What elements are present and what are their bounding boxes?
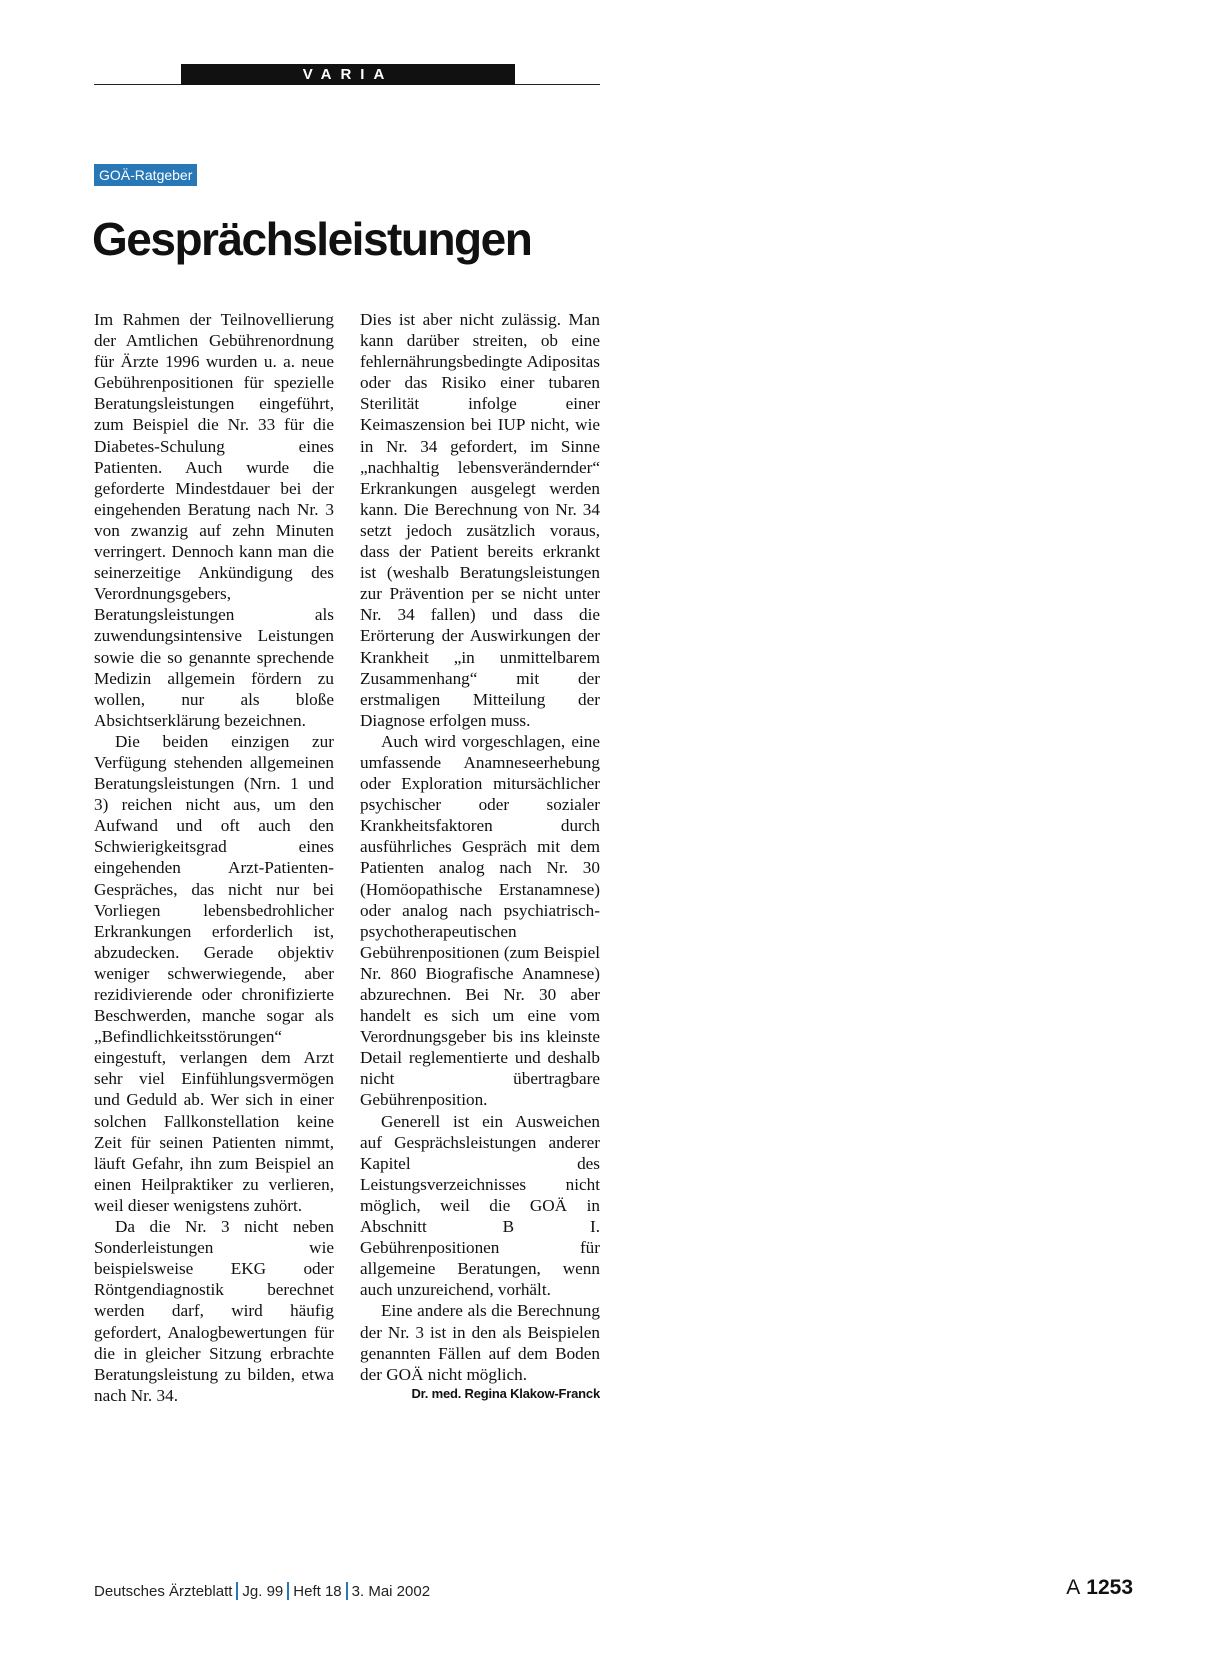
paragraph: Im Rahmen der Teilnovellierung der Amtlichen Gebührenordnung für Ärzte 1996 wurden u. a. neue Gebührenpositionen für spezielle Beratungsleistungen eingeführt, zum Beispiel die Nr. 33 für die Diabetes-Schulung eines Patienten. Auch wurde die geforderte Mindestdauer bei der eingehenden Beratung nach Nr. 3 von zwanzig auf zehn Minuten verringert. Dennoch kann man die seinerzeitige Ankündigung des Verordnungsgebers, Beratungsleistungen als zuwendungsintensive Leistungen sowie die so genannte sprechende Medizin allgemein fördern zu wollen, nur als bloße Absichtserklärung bezeichnen. <box>94 310 334 730</box>
page-prefix: A <box>1066 1576 1081 1599</box>
page-number-value: 1253 <box>1086 1576 1133 1599</box>
journal-name: Deutsches Ärzteblatt <box>94 1582 233 1600</box>
page-number <box>1066 1576 1133 1600</box>
paragraph: Da die Nr. 3 nicht neben Sonderleistungen wie beispielsweise EKG oder Röntgendiagnostik berechnet werden darf, wird häufig gefordert, Analogbewertungen für die in gleicher Sitzung erbrachte Beratungsleistung zu bilden, etwa nach Nr. 34. <box>94 1217 334 1405</box>
paragraph: Dies ist aber nicht zulässig. Man kann darüber streiten, ob eine fehlernährungsbedingte Adipositas oder das Risiko einer tubaren Sterilität infolge einer Keimaszension bei IUP nicht, wie in Nr. 34 gefordert, im Sinne „nachhaltig lebensverändernder“ Erkrankungen ausgelegt werden kann. Die Berechnung von Nr. 34 setzt jedoch zusätzlich voraus, dass der Patient bereits erkrankt ist (weshalb Beratungsleistungen zur Prävention per se nicht unter Nr. 34 fallen) und dass die Erörterung der Auswirkungen der Krankheit „in unmittelbarem Zusammenhang“ mit der erstmaligen Mitteilung der Diagnose erfolgen muss. <box>360 310 600 730</box>
journal-volume: Jg. 99 <box>242 1582 284 1600</box>
article-headline: Gesprächsleistungen <box>92 213 532 265</box>
footer-separator <box>346 1582 348 1600</box>
paragraph: Generell ist ein Ausweichen auf Gesprächsleistungen anderer Kapitel des Leistungsverzeichnisses nicht möglich, weil die GOÄ in Abschnitt B I. Gebührenpositionen für allgemeine Beratungen, wenn auch unzureichend, vorhält. <box>360 1111 600 1300</box>
page-footer <box>94 1582 430 1600</box>
article-column-1 <box>94 309 334 1406</box>
section-label: VARIA <box>181 64 515 85</box>
journal-issue: Heft 18 <box>293 1582 342 1600</box>
footer-separator <box>287 1582 289 1600</box>
paragraph: Auch wird vorgeschlagen, eine umfassende Anamneseerhebung oder Exploration mitursächlicher psychischer oder sozialer Krankheitsfaktoren durch ausführliches Gespräch mit dem Patienten analog nach Nr. 30 (Homöopathische Erstanamnese) oder analog nach psychiatrisch-psychotherapeutischen Gebührenpositionen (zum Beispiel Nr. 860 Biografische Anamnese) abzurechnen. Bei Nr. 30 aber handelt es sich um eine vom Verordnungsgeber bis ins kleinste Detail reglementierte und deshalb nicht übertragbare Gebührenposition. <box>360 731 600 1110</box>
article-column-2 <box>360 309 600 1406</box>
paragraph: Eine andere als die Berechnung der Nr. 3 ist in den als Beispielen genannten Fällen auf dem Boden der GOÄ nicht möglich. <box>360 1301 600 1384</box>
footer-separator <box>236 1582 238 1600</box>
author-byline: Dr. med. Regina Klakow-Franck <box>411 1385 600 1401</box>
paragraph: Die beiden einzigen zur Verfügung stehenden allgemeinen Beratungsleistungen (Nrn. 1 und 3) reichen nicht aus, um den Aufwand und oft auch den Schwierigkeitsgrad eines eingehenden Arzt-Patienten-Gespräches, das nicht nur bei Vorliegen lebensbedrohlicher Erkrankungen erforderlich ist, abzudecken. Gerade objektiv weniger schwerwiegende, aber rezidivierende oder chronifizierte Beschwerden, manche sogar als „Befindlichkeitsstörungen“ eingestuft, verlangen dem Arzt sehr viel Einfühlungsvermögen und Geduld ab. Wer sich in einer solchen Fallkonstellation keine Zeit für seinen Patienten nimmt, läuft Gefahr, ihn zum Beispiel an einen Heilpraktiker zu verlieren, weil dieser wenigstens zuhört. <box>94 731 334 1215</box>
publication-date: 3. Mai 2002 <box>351 1582 431 1600</box>
article-body <box>94 309 600 1406</box>
category-tag: GOÄ-Ratgeber <box>94 164 197 186</box>
